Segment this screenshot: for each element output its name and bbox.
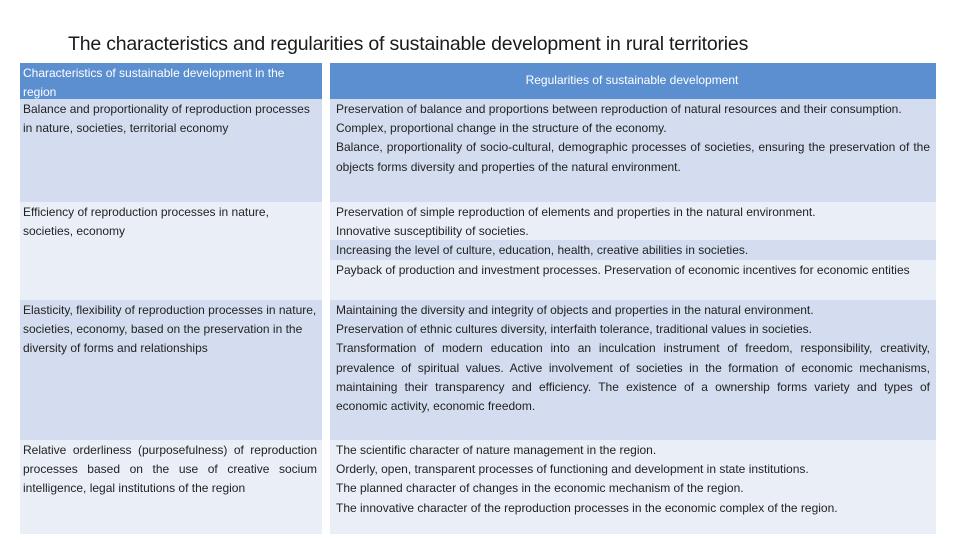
row-3-item-2: Preservation of ethnic cultures diversity, interfaith tolerance, traditional values in societies. xyxy=(336,322,813,337)
row-2-item-2: Innovative susceptibility of societies. xyxy=(336,224,529,239)
header-regularities xyxy=(330,63,936,99)
row-1-item-1: Preservation of balance and proportions between reproduction of natural resources and their consumption. xyxy=(336,102,902,116)
row-1-regularities xyxy=(330,99,936,202)
page-title: The characteristics and regularities of sustainable development in rural territories xyxy=(68,33,749,55)
row-2-item-3-cell xyxy=(330,240,936,260)
row-2-item-1: Preservation of simple reproduction of elements and properties in the natural environment. xyxy=(336,205,816,219)
row-4-item-2: Orderly, open, transparent processes of functioning and development in state institutions. xyxy=(336,462,809,477)
row-3-regularities xyxy=(330,300,936,440)
regularities-table xyxy=(20,63,936,534)
row-3-characteristic: Elasticity, flexibility of reproduction processes in nature, societies, economy, based on the preservation in the diversity of forms and relationships xyxy=(20,300,322,440)
row-2-characteristic: Efficiency of reproduction processes in nature, societies, economy xyxy=(20,202,322,300)
row-4-item-3: The planned character of changes in the economic mechanism of the region. xyxy=(336,481,744,496)
row-4-regularities xyxy=(330,440,936,534)
row-3-item-3: Transformation of modern education into an inculcation instrument of freedom, responsibility, creativity, prevalence of spiritual values. Active involvement of societies in the formation of economic mechanisms, maintaining their transparency and efficiency. The existence of a ownership forms variety and types of economic activity, economic freedom. xyxy=(336,341,930,414)
row-1-item-3: Balance, proportionality of socio-cultural, demographic processes of societies, ensuring the preservation of the objects forms diversity and properties of the natural environment. xyxy=(336,140,930,174)
header-regularities-label: Regularities of sustainable development xyxy=(525,73,739,88)
header-characteristics: Characteristics of sustainable development in the region xyxy=(20,63,322,99)
row-4-item-1: The scientific character of nature management in the region. xyxy=(336,443,657,457)
row-3-item-1: Maintaining the diversity and integrity of objects and properties in the natural environment. xyxy=(336,303,814,317)
row-2-item-3: Increasing the level of culture, education, health, creative abilities in societies. xyxy=(336,243,749,257)
row-2-item-1-cell xyxy=(330,202,936,240)
row-2-item-4-cell xyxy=(330,260,936,300)
row-1-characteristic: Balance and proportionality of reproduction processes in nature, societies, territorial economy xyxy=(20,99,322,202)
row-1-item-2: Complex, proportional change in the structure of the economy. xyxy=(336,121,667,136)
row-4-item-4: The innovative character of the reproduction processes in the economic complex of the region. xyxy=(336,500,838,515)
row-4-characteristic: Relative orderliness (purposefulness) of reproduction processes based on the use of creative socium intelligence, legal institutions of the region xyxy=(20,440,322,534)
rows-2-3-right xyxy=(330,202,936,440)
row-2-item-4: Payback of production and investment processes. Preservation of economic incentives for economic entities xyxy=(336,263,910,277)
rows-2-3-left xyxy=(20,202,322,440)
